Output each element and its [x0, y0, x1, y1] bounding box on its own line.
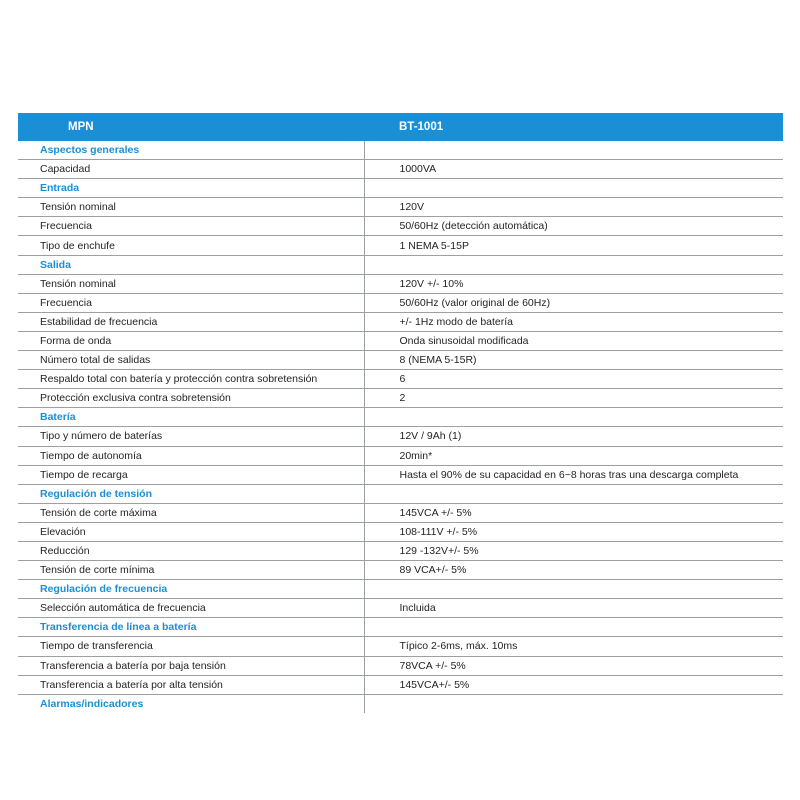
section-title: Aspectos generales [18, 141, 364, 160]
spec-table [18, 113, 783, 713]
spec-value: 145VCA +/- 5% [364, 503, 783, 522]
spec-value: 129 -132V+/- 5% [364, 541, 783, 560]
table-row [18, 370, 783, 389]
spec-label: Reducción [18, 541, 364, 560]
spec-label: Tipo y número de baterías [18, 427, 364, 446]
section-title: Alarmas/indicadores [18, 694, 364, 713]
table-body [18, 141, 783, 713]
table-row [18, 274, 783, 293]
spec-sheet [18, 113, 783, 713]
spec-label: Frecuencia [18, 217, 364, 236]
spec-value: 20min* [364, 446, 783, 465]
spec-label: Número total de salidas [18, 351, 364, 370]
spec-label: Transferencia a batería por baja tensión [18, 656, 364, 675]
table-row [18, 217, 783, 236]
section-row [18, 179, 783, 198]
header-model: BT-1001 [364, 113, 783, 141]
spec-value: Típico 2-6ms, máx. 10ms [364, 637, 783, 656]
table-row [18, 389, 783, 408]
section-row [18, 618, 783, 637]
section-title: Batería [18, 408, 364, 427]
table-row [18, 293, 783, 312]
spec-value: 12V / 9Ah (1) [364, 427, 783, 446]
spec-value [364, 484, 783, 503]
spec-label: Forma de onda [18, 331, 364, 350]
table-row [18, 465, 783, 484]
spec-value: 50/60Hz (detección automática) [364, 217, 783, 236]
table-row [18, 561, 783, 580]
table-row [18, 331, 783, 350]
table-row [18, 236, 783, 255]
spec-value: Incluida [364, 599, 783, 618]
spec-label: Tiempo de autonomía [18, 446, 364, 465]
spec-value: 108-111V +/- 5% [364, 522, 783, 541]
spec-value: 145VCA+/- 5% [364, 675, 783, 694]
spec-value [364, 580, 783, 599]
spec-value: 6 [364, 370, 783, 389]
spec-value: 89 VCA+/- 5% [364, 561, 783, 580]
spec-value: 2 [364, 389, 783, 408]
spec-value [364, 255, 783, 274]
table-row [18, 160, 783, 179]
spec-value: Hasta el 90% de su capacidad en 6~8 horas tras una descarga completa [364, 465, 783, 484]
spec-label: Respaldo total con batería y protección contra sobretensión [18, 370, 364, 389]
spec-label: Tipo de enchufe [18, 236, 364, 255]
section-row [18, 408, 783, 427]
table-row [18, 198, 783, 217]
section-row [18, 580, 783, 599]
section-row [18, 484, 783, 503]
spec-value [364, 179, 783, 198]
section-title: Transferencia de línea a batería [18, 618, 364, 637]
spec-label: Capacidad [18, 160, 364, 179]
spec-label: Tensión de corte máxima [18, 503, 364, 522]
table-row [18, 522, 783, 541]
table-row [18, 312, 783, 331]
spec-label: Tensión nominal [18, 274, 364, 293]
table-row [18, 656, 783, 675]
spec-label: Transferencia a batería por alta tensión [18, 675, 364, 694]
spec-label: Frecuencia [18, 293, 364, 312]
spec-label: Elevación [18, 522, 364, 541]
spec-value: 50/60Hz (valor original de 60Hz) [364, 293, 783, 312]
spec-value: 120V +/- 10% [364, 274, 783, 293]
spec-value [364, 408, 783, 427]
section-title: Entrada [18, 179, 364, 198]
section-title: Regulación de tensión [18, 484, 364, 503]
table-row [18, 446, 783, 465]
spec-value [364, 618, 783, 637]
header-mpn: MPN [18, 113, 364, 141]
table-header [18, 113, 783, 141]
table-row [18, 675, 783, 694]
section-title: Regulación de frecuencia [18, 580, 364, 599]
spec-value: +/- 1Hz modo de batería [364, 312, 783, 331]
spec-label: Selección automática de frecuencia [18, 599, 364, 618]
spec-value [364, 694, 783, 713]
spec-label: Tiempo de transferencia [18, 637, 364, 656]
table-row [18, 599, 783, 618]
table-row [18, 637, 783, 656]
spec-value: 120V [364, 198, 783, 217]
spec-label: Estabilidad de frecuencia [18, 312, 364, 331]
spec-value: 8 (NEMA 5-15R) [364, 351, 783, 370]
section-title: Salida [18, 255, 364, 274]
section-row [18, 255, 783, 274]
spec-label: Tiempo de recarga [18, 465, 364, 484]
table-row [18, 503, 783, 522]
spec-value: 78VCA +/- 5% [364, 656, 783, 675]
spec-value: 1 NEMA 5-15P [364, 236, 783, 255]
header-row [18, 113, 783, 141]
spec-label: Tensión nominal [18, 198, 364, 217]
table-row [18, 351, 783, 370]
spec-value [364, 141, 783, 160]
spec-label: Protección exclusiva contra sobretensión [18, 389, 364, 408]
section-row [18, 141, 783, 160]
spec-label: Tensión de corte mínima [18, 561, 364, 580]
table-row [18, 427, 783, 446]
table-row [18, 541, 783, 560]
spec-value: 1000VA [364, 160, 783, 179]
spec-value: Onda sinusoidal modificada [364, 331, 783, 350]
section-row [18, 694, 783, 713]
